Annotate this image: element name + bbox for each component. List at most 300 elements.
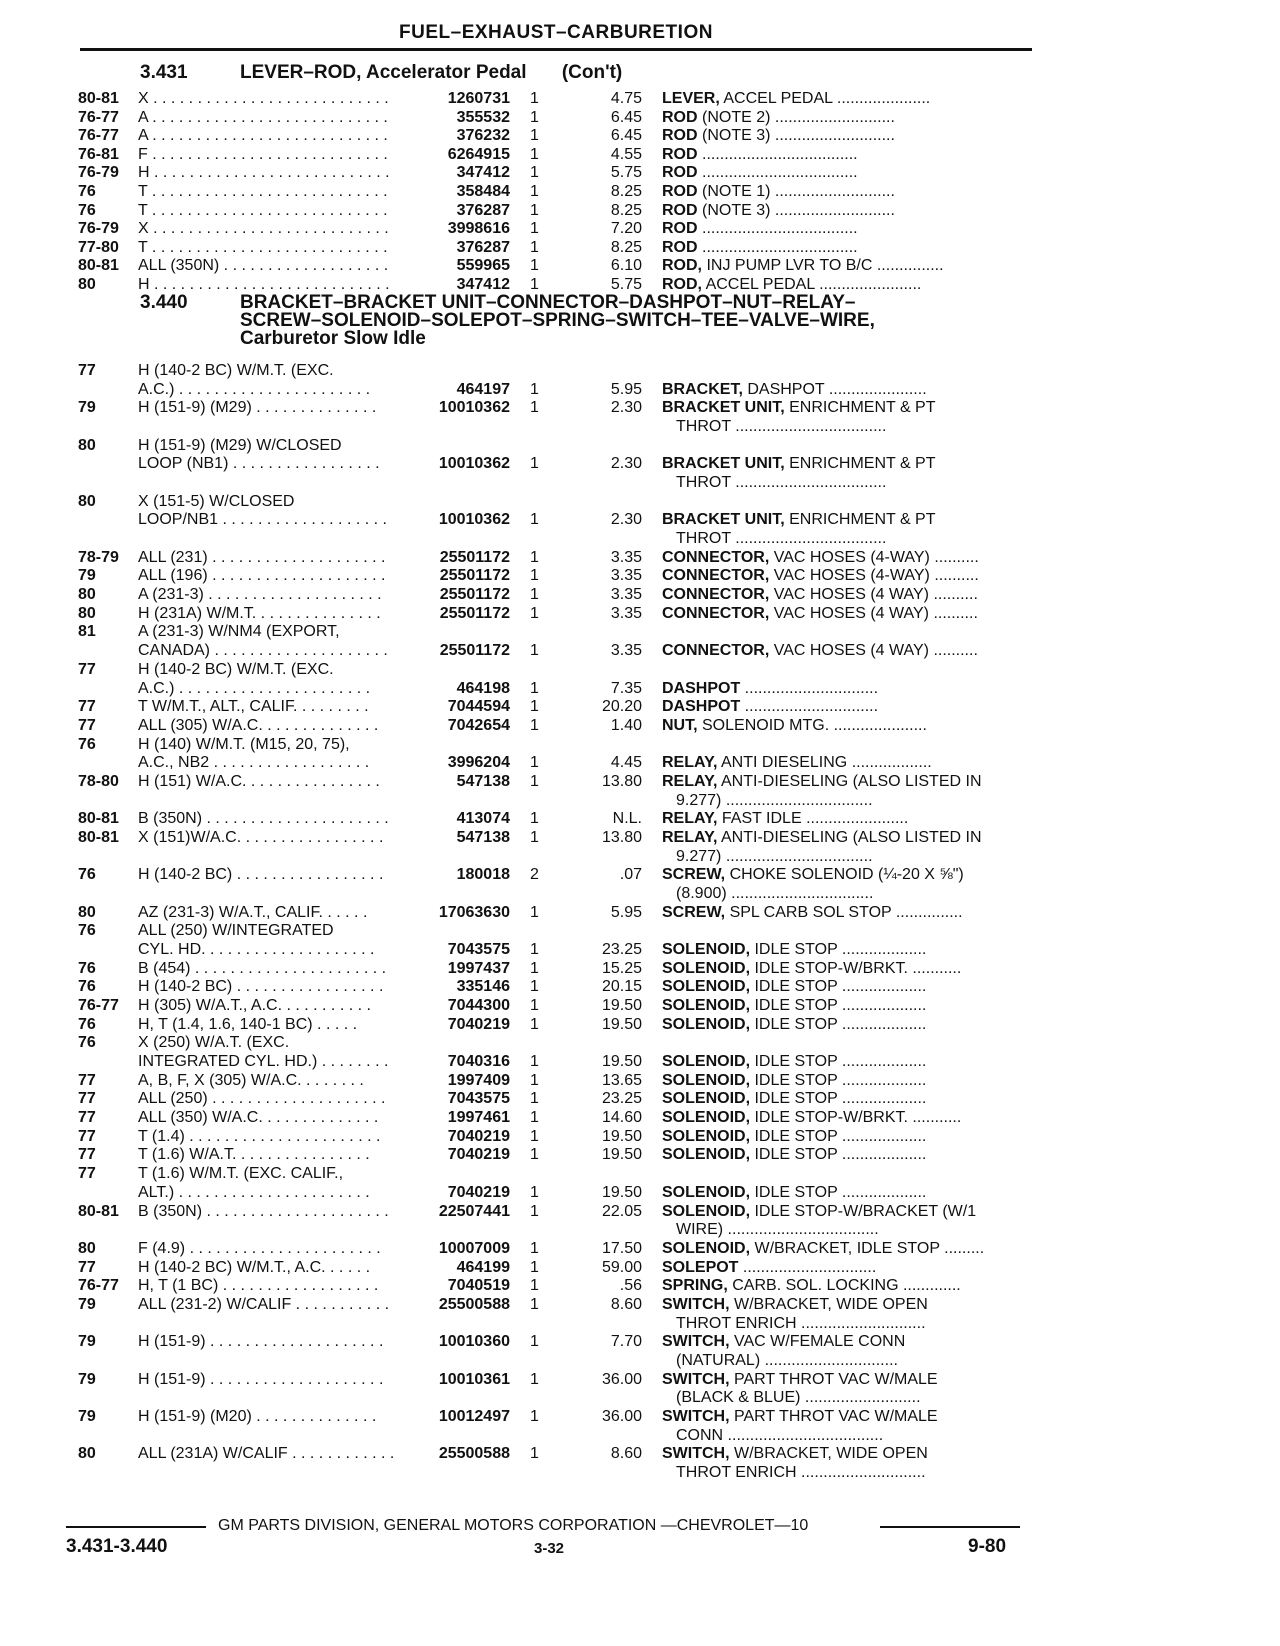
description <box>662 698 1026 716</box>
description-detail: 9.277) ................................. <box>676 792 873 809</box>
price: 3.35 <box>610 567 642 584</box>
application: H (151-9) (M20) . . . . . . . . . . . . . . <box>138 1408 377 1425</box>
price: 19.50 <box>601 1128 642 1145</box>
application: B (350N) . . . . . . . . . . . . . . . . . . . . . <box>138 1203 389 1220</box>
price: 13.80 <box>601 829 642 846</box>
parts-row <box>0 642 1280 660</box>
description-keyword: SPRING, <box>662 1277 728 1294</box>
model-year: 77 <box>78 362 96 379</box>
model-year: 80-81 <box>78 1203 119 1220</box>
description <box>662 642 1026 660</box>
description <box>662 257 1026 275</box>
part-number: 180018 <box>456 866 510 883</box>
description-detail: CHOKE SOLENOID (¼-20 X ⅝") <box>725 866 964 883</box>
description-keyword: RELAY, <box>662 810 718 827</box>
description <box>676 885 1040 903</box>
application: H, T (1.4, 1.6, 140-1 BC) . . . . . <box>138 1016 358 1033</box>
quantity: 1 <box>530 941 539 958</box>
parts-row <box>0 680 1280 698</box>
description-detail: IDLE STOP ................... <box>750 1184 927 1201</box>
parts-row <box>0 146 1280 164</box>
application: T (1.4) . . . . . . . . . . . . . . . . . . . . . . <box>138 1128 381 1145</box>
application: T (1.6) W/A.T. . . . . . . . . . . . . . . . <box>138 1146 370 1163</box>
description <box>662 997 1026 1015</box>
model-year: 76 <box>78 202 96 219</box>
quantity: 1 <box>530 399 539 416</box>
description-keyword: SOLENOID, <box>662 997 751 1014</box>
part-number: 7040219 <box>447 1128 510 1145</box>
part-number: 376287 <box>456 239 510 256</box>
description <box>662 1146 1026 1164</box>
application: T (1.6) W/M.T. (EXC. CALIF., <box>138 1165 344 1182</box>
description-keyword: ROD, <box>662 257 702 274</box>
parts-row <box>0 829 1280 847</box>
description-detail: ANTI DIESELING .................. <box>717 754 932 771</box>
description <box>662 1053 1026 1071</box>
description-detail: VAC HOSES (4 WAY) .......... <box>769 586 978 603</box>
application: A . . . . . . . . . . . . . . . . . . . . . . . . . . . <box>138 109 388 126</box>
description-keyword: CONNECTOR, <box>662 605 770 622</box>
application: CANADA) . . . . . . . . . . . . . . . . . . . . <box>138 642 388 659</box>
parts-row <box>0 183 1280 201</box>
description-keyword: LEVER, <box>662 90 720 107</box>
part-number: 22507441 <box>438 1203 510 1220</box>
part-number: 7040316 <box>447 1053 510 1070</box>
quantity: 1 <box>530 1240 539 1257</box>
parts-row <box>0 1259 1280 1277</box>
parts-row <box>0 164 1280 182</box>
parts-row <box>0 549 1280 567</box>
parts-row <box>0 381 1280 399</box>
application: X (151-5) W/CLOSED <box>138 493 295 510</box>
description-keyword: SWITCH, <box>662 1333 730 1350</box>
price: 7.35 <box>610 680 642 697</box>
parts-row <box>0 586 1280 604</box>
part-number: 10012497 <box>438 1408 510 1425</box>
description-keyword: BRACKET, <box>662 381 743 398</box>
price: 20.20 <box>601 698 642 715</box>
price: 13.80 <box>601 773 642 790</box>
application: H (140-2 BC) . . . . . . . . . . . . . . . . . <box>138 866 384 883</box>
description-detail: (8.900) ................................ <box>676 885 874 902</box>
application: A.C.) . . . . . . . . . . . . . . . . . . . . . . <box>138 680 371 697</box>
parts-row <box>0 1408 1280 1426</box>
footer-rule-right <box>880 1526 1020 1528</box>
description-detail: IDLE STOP ................... <box>750 1053 927 1070</box>
description <box>676 848 1040 866</box>
description <box>662 146 1026 164</box>
price: 6.10 <box>610 257 642 274</box>
model-year: 80 <box>78 437 96 454</box>
quantity: 1 <box>530 164 539 181</box>
description <box>662 829 1026 847</box>
description-detail: IDLE STOP ................... <box>750 997 927 1014</box>
section-title-line-1: BRACKET–BRACKET UNIT–CONNECTOR–DASHPOT–NUT–RELAY– <box>240 292 856 313</box>
price: 2.30 <box>610 511 642 528</box>
description <box>676 1315 1040 1333</box>
application: F . . . . . . . . . . . . . . . . . . . . . . . . . . . <box>138 146 388 163</box>
quantity: 1 <box>530 978 539 995</box>
description-detail: (NOTE 2) ........................... <box>697 109 895 126</box>
description-detail: VAC HOSES (4-WAY) .......... <box>769 567 979 584</box>
application: A.C., NB2 . . . . . . . . . . . . . . . . . . <box>138 754 370 771</box>
model-year: 77 <box>78 698 96 715</box>
part-number: 10007009 <box>438 1240 510 1257</box>
description-keyword: ROD <box>662 220 698 237</box>
description-detail: ENRICHMENT & PT <box>784 511 936 528</box>
part-number: 347412 <box>456 164 510 181</box>
description-keyword: SOLEPOT <box>662 1259 739 1276</box>
parts-row <box>0 1203 1280 1221</box>
quantity: 1 <box>530 773 539 790</box>
description <box>662 399 1026 417</box>
description <box>662 1109 1026 1127</box>
application: ALL (196) . . . . . . . . . . . . . . . . . . . . <box>138 567 386 584</box>
model-year: 76-79 <box>78 164 119 181</box>
application: F (4.9) . . . . . . . . . . . . . . . . . . . . . . <box>138 1240 381 1257</box>
part-number: 25501172 <box>439 586 510 603</box>
section-continued: (Con't) <box>561 62 623 83</box>
application: ALL (231A) W/CALIF . . . . . . . . . . . . <box>138 1445 395 1462</box>
model-year: 80 <box>78 276 96 293</box>
parts-row <box>0 239 1280 257</box>
part-number: 7043575 <box>447 1090 510 1107</box>
parts-row <box>0 1296 1280 1314</box>
quantity: 1 <box>530 1333 539 1350</box>
parts-row <box>0 1146 1280 1164</box>
description-detail: INJ PUMP LVR TO B/C ............... <box>702 257 944 274</box>
description <box>662 183 1026 201</box>
description-detail: (NATURAL) .............................. <box>676 1352 898 1369</box>
description-keyword: SOLENOID, <box>662 1090 751 1107</box>
part-number: 7044594 <box>447 698 510 715</box>
description-detail: ANTI-DIESELING (ALSO LISTED IN <box>717 829 982 846</box>
description <box>662 164 1026 182</box>
model-year: 77 <box>78 717 96 734</box>
price: N.L. <box>612 810 642 827</box>
quantity: 1 <box>530 239 539 256</box>
model-year: 79 <box>78 567 96 584</box>
part-number: 376232 <box>456 127 510 144</box>
parts-row <box>0 623 1280 641</box>
model-year: 77 <box>78 1165 96 1182</box>
model-year: 76 <box>78 1016 96 1033</box>
application: H (151-9) (M29) . . . . . . . . . . . . . . <box>138 399 377 416</box>
application: INTEGRATED CYL. HD.) . . . . . . . . <box>138 1053 389 1070</box>
description-keyword: SOLENOID, <box>662 978 751 995</box>
section-title-main: LEVER–ROD, <box>240 62 362 83</box>
footer-section-range: 3.431-3.440 <box>66 1536 168 1557</box>
description <box>662 866 1026 884</box>
description-keyword: SOLENOID, <box>662 1184 751 1201</box>
price: 23.25 <box>601 941 642 958</box>
part-number: 7044300 <box>447 997 510 1014</box>
quantity: 1 <box>530 586 539 603</box>
description-keyword: ROD <box>662 183 698 200</box>
part-number: 10010362 <box>438 455 510 472</box>
model-year: 76 <box>78 922 96 939</box>
description-keyword: SOLENOID, <box>662 960 751 977</box>
price: 19.50 <box>601 997 642 1014</box>
part-number: 6264915 <box>447 146 510 163</box>
model-year: 77 <box>78 1259 96 1276</box>
parts-row <box>0 127 1280 145</box>
application: H, T (1 BC) . . . . . . . . . . . . . . . . . . <box>138 1277 379 1294</box>
model-year: 79 <box>78 1333 96 1350</box>
parts-row <box>0 997 1280 1015</box>
application: LOOP/NB1 . . . . . . . . . . . . . . . . . . . <box>138 511 387 528</box>
description <box>662 754 1026 772</box>
parts-row <box>0 960 1280 978</box>
application: T W/M.T., ALT., CALIF. . . . . . . . . <box>138 698 369 715</box>
application: H (140-2 BC) . . . . . . . . . . . . . . . . . <box>138 978 384 995</box>
description-detail: (BLACK & BLUE) .......................... <box>676 1389 921 1406</box>
model-year: 77 <box>78 661 96 678</box>
quantity: 1 <box>530 997 539 1014</box>
parts-row <box>0 1184 1280 1202</box>
model-year: 76 <box>78 1034 96 1051</box>
application: T . . . . . . . . . . . . . . . . . . . . . . . . . . . <box>138 239 388 256</box>
parts-row <box>0 754 1280 772</box>
description-detail: ANTI-DIESELING (ALSO LISTED IN <box>717 773 982 790</box>
parts-row <box>0 1034 1280 1052</box>
part-number: 347412 <box>456 276 510 293</box>
model-year: 76 <box>78 736 96 753</box>
parts-row <box>0 493 1280 511</box>
application: A (231-3) . . . . . . . . . . . . . . . . . . . . <box>138 586 382 603</box>
model-year: 76-77 <box>78 127 119 144</box>
price: 3.35 <box>610 605 642 622</box>
application: H . . . . . . . . . . . . . . . . . . . . . . . . . . . <box>138 164 390 181</box>
model-year: 79 <box>78 1296 96 1313</box>
price: 14.60 <box>601 1109 642 1126</box>
application: H (140-2 BC) W/M.T. (EXC. <box>138 362 334 379</box>
footer-publisher: GM PARTS DIVISION, GENERAL MOTORS CORPORATION —CHEVROLET—10 <box>218 1517 809 1534</box>
application: H (151) W/A.C. . . . . . . . . . . . . . . . <box>138 773 380 790</box>
section-title <box>240 64 622 82</box>
parts-row <box>0 866 1280 884</box>
parts-row-continuation <box>0 848 1280 866</box>
description-detail: 9.277) ................................. <box>676 848 873 865</box>
description-keyword: DASHPOT <box>662 680 741 697</box>
part-number: 7040219 <box>447 1146 510 1163</box>
model-year: 80 <box>78 586 96 603</box>
price: 6.45 <box>610 109 642 126</box>
description-keyword: SOLENOID, <box>662 1128 751 1145</box>
application: X (151)W/A.C. . . . . . . . . . . . . . . . . <box>138 829 384 846</box>
quantity: 1 <box>530 1146 539 1163</box>
model-year: 77 <box>78 1146 96 1163</box>
description <box>662 90 1026 108</box>
description-keyword: SOLENOID, <box>662 1072 751 1089</box>
price: 19.50 <box>601 1146 642 1163</box>
quantity: 1 <box>530 754 539 771</box>
description <box>662 941 1026 959</box>
parts-row <box>0 1128 1280 1146</box>
parts-row <box>0 1053 1280 1071</box>
price: .56 <box>619 1277 642 1294</box>
parts-row <box>0 202 1280 220</box>
model-year: 79 <box>78 1408 96 1425</box>
description-detail: IDLE STOP ................... <box>750 1128 927 1145</box>
description-detail: VAC HOSES (4 WAY) .......... <box>769 642 978 659</box>
description <box>662 1240 1026 1258</box>
application: H (151-9) (M29) W/CLOSED <box>138 437 342 454</box>
application: A . . . . . . . . . . . . . . . . . . . . . . . . . . . <box>138 127 388 144</box>
model-year: 77 <box>78 1128 96 1145</box>
quantity: 1 <box>530 146 539 163</box>
description-detail: PART THROT VAC W/MALE <box>729 1371 938 1388</box>
price: 5.95 <box>610 381 642 398</box>
application: A (231-3) W/NM4 (EXPORT, <box>138 623 340 640</box>
model-year: 76-77 <box>78 997 119 1014</box>
model-year: 76-77 <box>78 1277 119 1294</box>
model-year: 80-81 <box>78 90 119 107</box>
description <box>662 1128 1026 1146</box>
parts-row <box>0 717 1280 735</box>
quantity: 1 <box>530 257 539 274</box>
description <box>662 1296 1026 1314</box>
description-keyword: CONNECTOR, <box>662 642 770 659</box>
description <box>662 605 1026 623</box>
section-title-line-2: SCREW–SOLENOID–SOLEPOT–SPRING–SWITCH–TEE–VALVE–WIRE, <box>240 310 875 331</box>
description-detail: DASHPOT ...................... <box>742 381 927 398</box>
description <box>676 418 1040 436</box>
model-year: 76 <box>78 866 96 883</box>
part-number: 413074 <box>456 810 510 827</box>
description <box>662 1259 1026 1277</box>
part-number: 464198 <box>456 680 510 697</box>
price: 2.30 <box>610 399 642 416</box>
quantity: 1 <box>530 810 539 827</box>
part-number: 7042654 <box>447 717 510 734</box>
parts-row <box>0 567 1280 585</box>
price: 19.50 <box>601 1184 642 1201</box>
part-number: 25501172 <box>439 567 510 584</box>
quantity: 1 <box>530 220 539 237</box>
quantity: 1 <box>530 698 539 715</box>
quantity: 1 <box>530 1090 539 1107</box>
description <box>662 717 1026 735</box>
model-year: 80 <box>78 493 96 510</box>
application: LOOP (NB1) . . . . . . . . . . . . . . . . . <box>138 455 380 472</box>
description-keyword: SOLENOID, <box>662 1203 751 1220</box>
quantity: 1 <box>530 1408 539 1425</box>
part-number: 547138 <box>456 829 510 846</box>
parts-row <box>0 1240 1280 1258</box>
description <box>662 511 1026 529</box>
price: 3.35 <box>610 586 642 603</box>
quantity: 1 <box>530 455 539 472</box>
application: H (140-2 BC) W/M.T., A.C. . . . . . <box>138 1259 371 1276</box>
description-keyword: CONNECTOR, <box>662 567 770 584</box>
description-detail: ACCEL PEDAL ..................... <box>719 90 931 107</box>
quantity: 1 <box>530 605 539 622</box>
description-detail: (NOTE 3) ........................... <box>697 202 895 219</box>
parts-row-continuation <box>0 530 1280 548</box>
description <box>662 1016 1026 1034</box>
description-detail: ................................... <box>697 239 858 256</box>
model-year: 79 <box>78 399 96 416</box>
description <box>662 109 1026 127</box>
part-number: 10010362 <box>438 511 510 528</box>
description <box>676 1352 1040 1370</box>
description-detail: ................................... <box>697 164 858 181</box>
application: H (305) W/A.T., A.C. . . . . . . . . . . <box>138 997 371 1014</box>
quantity: 1 <box>530 904 539 921</box>
price: 17.50 <box>601 1240 642 1257</box>
quantity: 1 <box>530 276 539 293</box>
description-detail: ACCEL PEDAL ....................... <box>702 276 922 293</box>
description-keyword: SWITCH, <box>662 1371 730 1388</box>
parts-row <box>0 1109 1280 1127</box>
price: 7.70 <box>610 1333 642 1350</box>
quantity: 1 <box>530 549 539 566</box>
description-detail: IDLE STOP ................... <box>750 1016 927 1033</box>
application: ALL (305) W/A.C. . . . . . . . . . . . . . <box>138 717 379 734</box>
application: H . . . . . . . . . . . . . . . . . . . . . . . . . . . <box>138 276 390 293</box>
part-number: 1997461 <box>447 1109 510 1126</box>
part-number: 547138 <box>456 773 510 790</box>
model-year: 76-81 <box>78 146 119 163</box>
parts-row <box>0 810 1280 828</box>
description-keyword: RELAY, <box>662 773 718 790</box>
application: H (231A) W/M.T. . . . . . . . . . . . . . . <box>138 605 381 622</box>
description-keyword: SOLENOID, <box>662 1016 751 1033</box>
description <box>662 1445 1026 1463</box>
part-number: 10010362 <box>438 399 510 416</box>
model-year: 78-79 <box>78 549 119 566</box>
description-keyword: RELAY, <box>662 754 718 771</box>
part-number: 7040519 <box>447 1277 510 1294</box>
description-detail: .............................. <box>738 1259 877 1276</box>
application: H (140) W/M.T. (M15, 20, 75), <box>138 736 350 753</box>
application: X (250) W/A.T. (EXC. <box>138 1034 290 1051</box>
part-number: 559965 <box>456 257 510 274</box>
price: 19.50 <box>601 1016 642 1033</box>
quantity: 1 <box>530 183 539 200</box>
model-year: 76 <box>78 978 96 995</box>
description-keyword: BRACKET UNIT, <box>662 511 785 528</box>
description <box>676 1427 1040 1445</box>
parts-row <box>0 276 1280 294</box>
model-year: 77 <box>78 1109 96 1126</box>
part-number: 3998616 <box>447 220 510 237</box>
description-keyword: ROD <box>662 146 698 163</box>
price: 20.15 <box>601 978 642 995</box>
quantity: 2 <box>530 866 539 883</box>
price: 4.55 <box>610 146 642 163</box>
description-keyword: SOLENOID, <box>662 941 751 958</box>
part-number: 355532 <box>456 109 510 126</box>
price: 1.40 <box>610 717 642 734</box>
description-detail: ENRICHMENT & PT <box>784 455 936 472</box>
part-number: 7040219 <box>447 1016 510 1033</box>
part-number: 10010361 <box>438 1371 510 1388</box>
parts-row <box>0 257 1280 275</box>
quantity: 1 <box>530 90 539 107</box>
description-detail: IDLE STOP-W/BRKT. ........... <box>750 1109 962 1126</box>
quantity: 1 <box>530 1445 539 1462</box>
application: ALT.) . . . . . . . . . . . . . . . . . . . . . . <box>138 1184 370 1201</box>
parts-row <box>0 1277 1280 1295</box>
model-year: 80 <box>78 904 96 921</box>
quantity: 1 <box>530 960 539 977</box>
price: 2.30 <box>610 455 642 472</box>
application: X . . . . . . . . . . . . . . . . . . . . . . . . . . . <box>138 220 389 237</box>
description <box>676 1389 1040 1407</box>
description-keyword: SWITCH, <box>662 1445 730 1462</box>
